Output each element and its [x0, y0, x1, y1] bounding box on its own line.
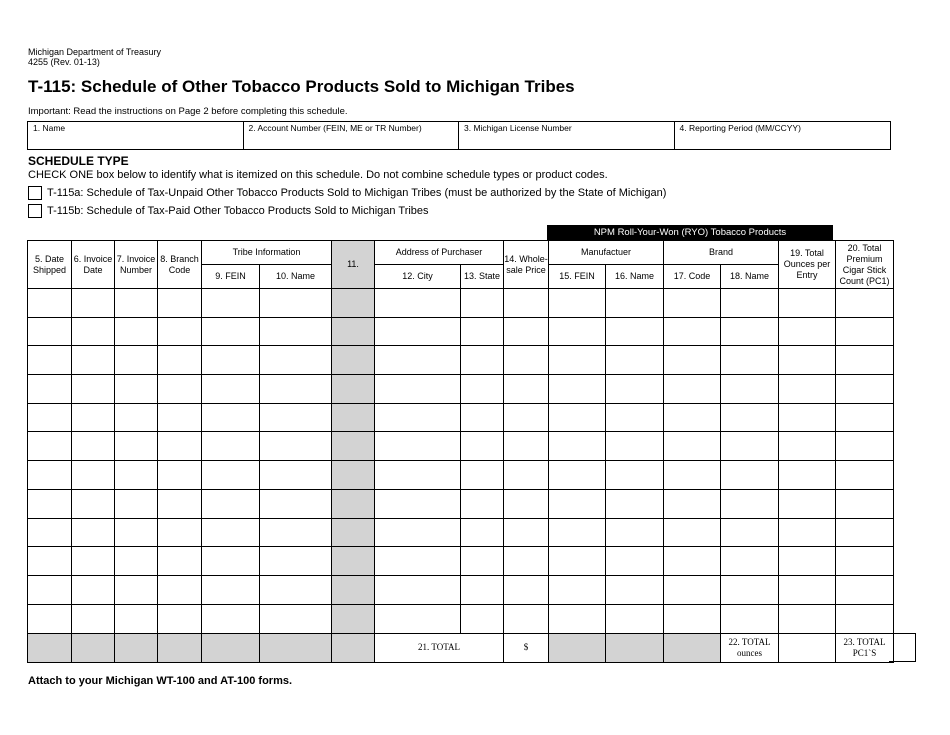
- entry-cell[interactable]: [158, 489, 202, 518]
- reporting-period-field[interactable]: 4. Reporting Period (MM/CCYY): [679, 123, 801, 133]
- entry-cell[interactable]: [836, 547, 894, 576]
- entry-cell[interactable]: [115, 489, 158, 518]
- agency-header: [28, 47, 161, 67]
- entry-cell[interactable]: [606, 289, 664, 318]
- entry-cell[interactable]: [375, 461, 461, 490]
- entry-row: [28, 461, 894, 490]
- entry-cell[interactable]: [664, 317, 721, 346]
- entry-cell[interactable]: [72, 461, 115, 490]
- entry-cell[interactable]: [504, 346, 549, 375]
- entry-cell[interactable]: [836, 403, 894, 432]
- header-mfr-name: 16. Name: [606, 265, 664, 289]
- entry-cell[interactable]: [606, 317, 664, 346]
- entry-cell[interactable]: [115, 432, 158, 461]
- entry-cell[interactable]: [549, 604, 606, 633]
- entry-cell[interactable]: [115, 575, 158, 604]
- entry-row: [28, 346, 894, 375]
- entry-cell-shaded: [332, 489, 375, 518]
- header-brand-name: 18. Name: [721, 265, 779, 289]
- entry-cell[interactable]: [721, 547, 779, 576]
- header-tribe-fein: 9. FEIN: [202, 265, 260, 289]
- entry-cell[interactable]: [260, 547, 332, 576]
- entry-cell[interactable]: [664, 375, 721, 404]
- important-note: Important: Read the instructions on Page 2 before completing this schedule.: [28, 106, 348, 117]
- entry-cell[interactable]: [836, 346, 894, 375]
- header-tribe-info: Tribe Information: [202, 241, 332, 265]
- entry-cell[interactable]: [721, 317, 779, 346]
- entry-cell-shaded: [332, 604, 375, 633]
- entry-cell[interactable]: [721, 461, 779, 490]
- footer-note: Attach to your Michigan WT-100 and AT-100 forms.: [28, 675, 293, 687]
- entry-cell[interactable]: [202, 575, 260, 604]
- entry-row: [28, 403, 894, 432]
- header-address: Address of Purchaser: [375, 241, 504, 265]
- header-col-11: 11.: [332, 241, 375, 289]
- entry-cell[interactable]: [836, 461, 894, 490]
- header-wholesale-price: 14. Whole- sale Price: [504, 241, 549, 289]
- entry-cell[interactable]: [28, 432, 72, 461]
- header-total-ounces: 19. Total Ounces per Entry: [779, 241, 836, 289]
- entry-cell[interactable]: [549, 375, 606, 404]
- entry-row: [28, 432, 894, 461]
- entry-cell[interactable]: [606, 575, 664, 604]
- entry-cell[interactable]: [549, 547, 606, 576]
- entry-cell[interactable]: [202, 461, 260, 490]
- total-shade: [115, 633, 158, 662]
- entry-cell[interactable]: [664, 575, 721, 604]
- entry-cell-shaded: [332, 432, 375, 461]
- total-shade: [28, 633, 72, 662]
- entry-cell[interactable]: [375, 575, 461, 604]
- header-state: 13. State: [461, 265, 504, 289]
- entry-cell[interactable]: [779, 547, 836, 576]
- entry-cell[interactable]: [461, 375, 504, 404]
- entry-cell[interactable]: [28, 317, 72, 346]
- entry-cell[interactable]: [461, 547, 504, 576]
- header-manufacturer: Manufactuer: [549, 241, 664, 265]
- entry-cell[interactable]: [504, 604, 549, 633]
- entry-cell[interactable]: [202, 432, 260, 461]
- entry-cell[interactable]: [504, 403, 549, 432]
- entry-cell[interactable]: [28, 375, 72, 404]
- entry-cell[interactable]: [260, 317, 332, 346]
- schedule-instruction: CHECK ONE box below to identify what is itemized on this schedule. Do not combine schedule types or product codes.: [28, 169, 608, 181]
- schedule-type-heading: SCHEDULE TYPE: [28, 154, 129, 168]
- entry-cell[interactable]: [158, 518, 202, 547]
- entry-cell[interactable]: [72, 489, 115, 518]
- entry-rows: [28, 289, 894, 634]
- entry-cell[interactable]: [375, 375, 461, 404]
- entry-cell[interactable]: [504, 489, 549, 518]
- entry-cell[interactable]: [375, 604, 461, 633]
- total-pc1-field[interactable]: [890, 633, 916, 662]
- entry-cell[interactable]: [779, 604, 836, 633]
- entry-cell[interactable]: [461, 518, 504, 547]
- entry-cell[interactable]: [836, 375, 894, 404]
- entry-cell[interactable]: [836, 317, 894, 346]
- entry-cell[interactable]: [375, 346, 461, 375]
- entry-cell[interactable]: [375, 489, 461, 518]
- total-shade: [260, 633, 332, 662]
- entry-cell-shaded: [332, 461, 375, 490]
- entry-row: [28, 489, 894, 518]
- entry-cell[interactable]: [375, 317, 461, 346]
- entry-cell[interactable]: [504, 461, 549, 490]
- header-tribe-name: 10. Name: [260, 265, 332, 289]
- entry-cell[interactable]: [28, 518, 72, 547]
- total-shade: [606, 633, 664, 662]
- license-number-field[interactable]: 3. Michigan License Number: [459, 122, 675, 149]
- entry-cell[interactable]: [202, 518, 260, 547]
- entry-cell[interactable]: [779, 346, 836, 375]
- entry-cell[interactable]: [549, 403, 606, 432]
- entry-cell[interactable]: [779, 489, 836, 518]
- entry-cell[interactable]: [72, 604, 115, 633]
- entry-row: [28, 575, 894, 604]
- entry-cell[interactable]: [28, 575, 72, 604]
- entry-cell[interactable]: [836, 575, 894, 604]
- entry-cell[interactable]: [115, 317, 158, 346]
- entry-cell-shaded: [332, 346, 375, 375]
- entry-cell[interactable]: [375, 432, 461, 461]
- entry-cell[interactable]: [260, 289, 332, 318]
- entry-cell[interactable]: [202, 547, 260, 576]
- header-city: 12. City: [375, 265, 461, 289]
- entry-cell[interactable]: [504, 289, 549, 318]
- entry-cell-shaded: [332, 403, 375, 432]
- entry-cell[interactable]: [779, 403, 836, 432]
- entry-cell[interactable]: [260, 403, 332, 432]
- entry-cell[interactable]: [202, 604, 260, 633]
- entry-cell[interactable]: [115, 346, 158, 375]
- entry-cell-shaded: [332, 317, 375, 346]
- entry-cell[interactable]: [260, 518, 332, 547]
- entry-cell[interactable]: [721, 289, 779, 318]
- entry-cell[interactable]: [606, 518, 664, 547]
- entry-cell-shaded: [332, 289, 375, 318]
- entry-cell[interactable]: [549, 461, 606, 490]
- t115a-checkbox[interactable]: [28, 186, 42, 200]
- entry-cell[interactable]: [606, 346, 664, 375]
- header-branch-code: 8. Branch Code: [158, 241, 202, 289]
- entry-cell[interactable]: [549, 518, 606, 547]
- t115b-checkbox[interactable]: [28, 204, 42, 218]
- entry-cell[interactable]: [606, 375, 664, 404]
- entry-cell[interactable]: [721, 403, 779, 432]
- entry-row: [28, 289, 894, 318]
- total-shade: [72, 633, 115, 662]
- entry-cell[interactable]: [72, 403, 115, 432]
- entry-cell[interactable]: [375, 518, 461, 547]
- entry-cell[interactable]: [836, 489, 894, 518]
- entry-cell[interactable]: [375, 289, 461, 318]
- header-total-pc1: 20. Total Premium Cigar Stick Count (PC1): [836, 241, 894, 289]
- name-field[interactable]: 1. Name: [28, 122, 244, 149]
- entry-cell[interactable]: [549, 346, 606, 375]
- entry-cell[interactable]: [461, 604, 504, 633]
- total-shade: [158, 633, 202, 662]
- entry-cell[interactable]: [72, 575, 115, 604]
- entry-row: [28, 547, 894, 576]
- entry-cell[interactable]: [158, 547, 202, 576]
- entry-cell[interactable]: [779, 317, 836, 346]
- entry-cell[interactable]: [779, 432, 836, 461]
- entry-cell[interactable]: [72, 547, 115, 576]
- entry-row: [28, 375, 894, 404]
- entry-cell[interactable]: [549, 432, 606, 461]
- entry-cell[interactable]: [836, 518, 894, 547]
- entry-cell[interactable]: [28, 461, 72, 490]
- option-t115b: [28, 204, 429, 218]
- entry-cell[interactable]: [375, 547, 461, 576]
- header-invoice-number: 7. Invoice Number: [115, 241, 158, 289]
- entry-cell[interactable]: [664, 461, 721, 490]
- header-brand: Brand: [664, 241, 779, 265]
- entry-cell[interactable]: [202, 346, 260, 375]
- entry-cell[interactable]: [664, 489, 721, 518]
- entry-cell[interactable]: [504, 547, 549, 576]
- header-brand-code: 17. Code: [664, 265, 721, 289]
- entry-cell[interactable]: [461, 289, 504, 318]
- entry-cell[interactable]: [721, 604, 779, 633]
- total-pc1-label: 23. TOTAL PC1`S: [836, 633, 894, 662]
- entry-cell[interactable]: [721, 432, 779, 461]
- entry-cell[interactable]: [664, 518, 721, 547]
- option-t115a: [28, 186, 666, 200]
- form-number: 4255 (Rev. 01-13): [28, 57, 100, 67]
- entry-cell[interactable]: [836, 432, 894, 461]
- entry-cell[interactable]: [606, 604, 664, 633]
- entry-cell[interactable]: [461, 432, 504, 461]
- entry-cell[interactable]: [158, 403, 202, 432]
- entry-cell[interactable]: [606, 432, 664, 461]
- entry-cell-shaded: [332, 547, 375, 576]
- entry-cell[interactable]: [158, 317, 202, 346]
- entry-cell[interactable]: [260, 375, 332, 404]
- entry-cell[interactable]: [72, 432, 115, 461]
- total-shade: [202, 633, 260, 662]
- entry-cell[interactable]: [260, 346, 332, 375]
- entry-cell[interactable]: [606, 547, 664, 576]
- entry-cell[interactable]: [115, 289, 158, 318]
- entry-cell[interactable]: [461, 461, 504, 490]
- entry-cell[interactable]: [836, 604, 894, 633]
- entry-cell[interactable]: [158, 461, 202, 490]
- entry-cell[interactable]: [260, 461, 332, 490]
- entry-cell[interactable]: [202, 375, 260, 404]
- entry-cell[interactable]: [779, 289, 836, 318]
- entry-cell[interactable]: [72, 289, 115, 318]
- entry-row: [28, 604, 894, 633]
- totals-row: [28, 633, 894, 662]
- entry-cell[interactable]: [549, 489, 606, 518]
- entry-row: [28, 518, 894, 547]
- entry-cell[interactable]: [260, 604, 332, 633]
- entry-cell[interactable]: [606, 489, 664, 518]
- entry-cell[interactable]: [158, 575, 202, 604]
- total-ounces-label: 22. TOTAL ounces: [721, 633, 779, 662]
- entry-cell[interactable]: [72, 518, 115, 547]
- account-number-field[interactable]: 2. Account Number (FEIN, ME or TR Number): [244, 122, 460, 149]
- t115b-label: T-115b: Schedule of Tax-Paid Other Tobacco Products Sold to Michigan Tribes: [47, 205, 429, 217]
- entry-cell[interactable]: [779, 375, 836, 404]
- entry-cell[interactable]: [461, 489, 504, 518]
- entry-cell[interactable]: [721, 575, 779, 604]
- entry-cell-shaded: [332, 518, 375, 547]
- entry-cell[interactable]: [664, 604, 721, 633]
- entry-cell[interactable]: [260, 575, 332, 604]
- entry-cell[interactable]: [836, 289, 894, 318]
- entry-cell[interactable]: [158, 289, 202, 318]
- entry-cell[interactable]: [664, 547, 721, 576]
- entry-cell[interactable]: [260, 489, 332, 518]
- entry-cell[interactable]: [504, 518, 549, 547]
- entry-cell[interactable]: [202, 489, 260, 518]
- entry-cell-shaded: [332, 375, 375, 404]
- entry-row: [28, 317, 894, 346]
- entry-cell[interactable]: [158, 346, 202, 375]
- entry-cell[interactable]: [461, 403, 504, 432]
- entry-cell[interactable]: [504, 375, 549, 404]
- entry-cell[interactable]: [664, 432, 721, 461]
- entry-cell[interactable]: [461, 575, 504, 604]
- entry-cell[interactable]: [202, 403, 260, 432]
- entry-cell[interactable]: [115, 375, 158, 404]
- entry-cell[interactable]: [721, 346, 779, 375]
- entry-cell[interactable]: [72, 346, 115, 375]
- entry-cell[interactable]: [202, 317, 260, 346]
- entry-cell[interactable]: [115, 547, 158, 576]
- entry-cell[interactable]: [202, 289, 260, 318]
- agency-name: Michigan Department of Treasury: [28, 47, 162, 57]
- npm-banner: NPM Roll-Your-Won (RYO) Tobacco Products: [547, 225, 833, 240]
- entry-cell[interactable]: [779, 575, 836, 604]
- entry-cell[interactable]: [158, 604, 202, 633]
- entry-cell[interactable]: [606, 461, 664, 490]
- entry-cell[interactable]: [461, 317, 504, 346]
- total-shade: [332, 633, 375, 662]
- entry-cell[interactable]: [28, 489, 72, 518]
- entry-cell[interactable]: [721, 375, 779, 404]
- entry-cell[interactable]: [721, 489, 779, 518]
- entry-cell[interactable]: [115, 518, 158, 547]
- page-title: T-115: Schedule of Other Tobacco Products Sold to Michigan Tribes: [28, 77, 575, 96]
- entry-cell[interactable]: [158, 375, 202, 404]
- taxpayer-info-box: [27, 121, 891, 150]
- entry-cell[interactable]: [664, 346, 721, 375]
- entry-cell[interactable]: [779, 518, 836, 547]
- entry-cell[interactable]: [461, 346, 504, 375]
- entry-cell[interactable]: [779, 461, 836, 490]
- entry-cell[interactable]: [28, 547, 72, 576]
- entry-cell[interactable]: [28, 403, 72, 432]
- entry-cell[interactable]: [28, 289, 72, 318]
- entry-cell[interactable]: [504, 432, 549, 461]
- entry-cell[interactable]: [606, 403, 664, 432]
- entry-cell-shaded: [332, 575, 375, 604]
- entry-cell[interactable]: [504, 575, 549, 604]
- total-ounces-field[interactable]: [779, 633, 836, 662]
- total-wholesale-label: 21. TOTAL: [375, 633, 504, 662]
- entry-cell[interactable]: [72, 375, 115, 404]
- entry-cell[interactable]: [375, 403, 461, 432]
- entry-cell[interactable]: [549, 289, 606, 318]
- entry-cell[interactable]: [115, 403, 158, 432]
- products-table: [27, 240, 894, 663]
- entry-cell[interactable]: [28, 346, 72, 375]
- entry-cell[interactable]: [664, 289, 721, 318]
- header-date-shipped: 5. Date Shipped: [28, 241, 72, 289]
- entry-cell[interactable]: [28, 604, 72, 633]
- entry-cell[interactable]: [664, 403, 721, 432]
- entry-cell[interactable]: [115, 461, 158, 490]
- entry-cell[interactable]: [158, 432, 202, 461]
- total-shade: [664, 633, 721, 662]
- t115a-label: T-115a: Schedule of Tax-Unpaid Other Tobacco Products Sold to Michigan Tribes (must be authorized by the State of Michigan): [47, 187, 667, 199]
- entry-cell[interactable]: [721, 518, 779, 547]
- entry-cell[interactable]: [504, 317, 549, 346]
- total-wholesale-field[interactable]: $: [504, 633, 549, 662]
- entry-cell[interactable]: [72, 317, 115, 346]
- entry-cell[interactable]: [115, 604, 158, 633]
- entry-cell[interactable]: [549, 317, 606, 346]
- total-shade: [549, 633, 606, 662]
- header-invoice-date: 6. Invoice Date: [72, 241, 115, 289]
- entry-cell[interactable]: [549, 575, 606, 604]
- entry-cell[interactable]: [260, 432, 332, 461]
- header-mfr-fein: 15. FEIN: [549, 265, 606, 289]
